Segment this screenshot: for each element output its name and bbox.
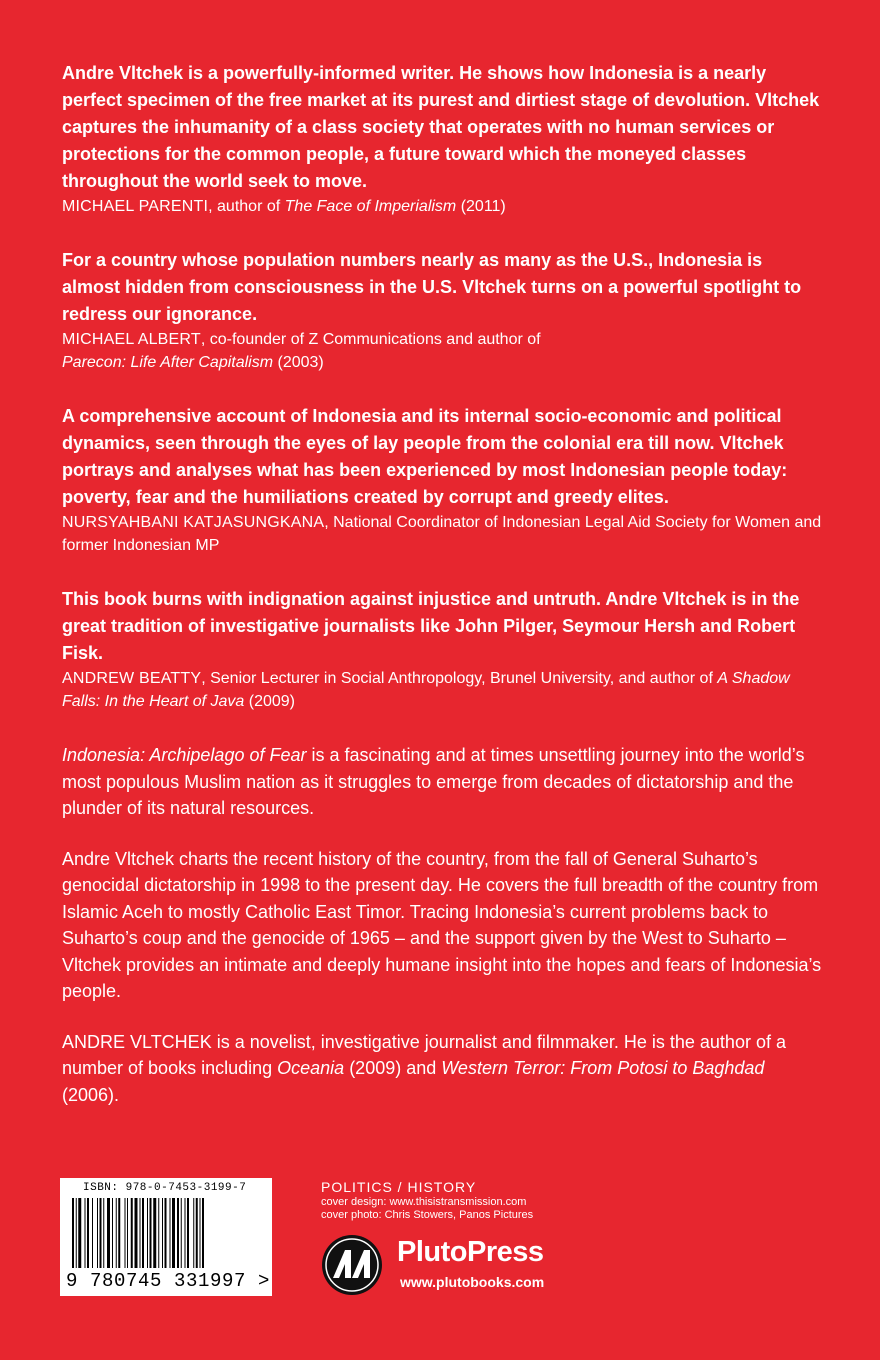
reviewer-book-year: (2011) (456, 198, 506, 215)
reviewer-role: , Senior Lecturer in Social Anthropology, Brunel University, and author of (201, 670, 718, 687)
cover-photo-credit: cover photo: Chris Stowers, Panos Pictures (321, 1209, 534, 1221)
description-history: Andre Vltchek charts the recent history of the country, from the fall of General Suharto’s genocidal dictatorship in 1998 to the present day. He covers the full breadth of the country from Islamic Aceh to mostly Catholic East Timor. Tracing Indonesia’s current problems back to Suharto’s coup and the genocide of 1965 – and the support given by the West to Suharto – Vltchek provides an intimate and deeply humane insight into the hopes and fears of Indonesia’s people. (62, 848, 822, 1001)
barcode-bar (142, 1198, 144, 1268)
isbn-label: ISBN: 978-0-7453-3199-7 (83, 1182, 247, 1194)
barcode-bar (140, 1198, 141, 1268)
publisher-meta (321, 1178, 621, 1222)
blurb-attribution (62, 195, 822, 218)
barcode-bar (118, 1198, 120, 1268)
reviewer-book: A Shadow Falls: In the Heart of Java (62, 670, 790, 710)
reviewer-role: , author of (208, 198, 285, 215)
barcode-bar (172, 1198, 175, 1268)
blurb-attribution (62, 328, 822, 374)
barcode-bar (187, 1198, 189, 1268)
author-bio-tail: (2006). (62, 1084, 120, 1105)
blurb-quote: For a country whose population numbers nearly as many as the U.S., Indonesia is almost hidden from consciousness in the U.S. Vltchek turns on a powerful spotlight to redress our ignorance. (62, 250, 802, 324)
barcode-bar (158, 1198, 159, 1268)
barcode-bar (100, 1198, 102, 1268)
blurb-parenti (62, 60, 822, 218)
reviewer-book-year: (2003) (273, 354, 324, 371)
author-bio-lead: ANDRE VLTCHEK is a novelist, investigative journalist and filmmaker. He is the author of a number of books including (62, 1031, 786, 1078)
barcode-bar (85, 1198, 86, 1268)
publisher-website: www.plutobooks.com (400, 1274, 545, 1290)
blurb-albert (62, 247, 822, 374)
reviewer-name: MICHAEL PARENTI (62, 198, 209, 215)
pluto-press-logo-icon (321, 1234, 383, 1296)
description-intro-text: is a fascinating and at times unsettling journey into the world’s most populous Muslim nation as it struggles to emerge from decades of dictatorship and the plunder of its natural resources. (62, 745, 805, 818)
barcode-bar (135, 1198, 138, 1268)
barcode-bar (107, 1198, 110, 1268)
reviewer-name: ANDREW BEATTY (62, 670, 202, 687)
subject-category: POLITICS / HISTORY (321, 1179, 477, 1195)
blurb-beatty (62, 586, 822, 713)
blurb-quote: A comprehensive account of Indonesia and its internal socio-economic and political dynamics, seen through the eyes of lay people from the colonial era till now. Vltchek portrays and analyses what has been experienced by most Indonesian people today: poverty, fear and the humiliations created by corrupt and greedy elites. (62, 406, 788, 507)
blurb-katjasungkana (62, 403, 822, 557)
barcode-bar (103, 1198, 104, 1268)
reviewer-name: NURSYAHBANI KATJASUNGKANA (62, 514, 325, 531)
cover-design-credit: cover design: www.thisistransmission.com (321, 1196, 527, 1208)
barcode-bar (193, 1198, 194, 1268)
barcode-bar (125, 1198, 126, 1268)
reviewer-book: The Face of Imperialism (284, 198, 457, 215)
barcode-bar (127, 1198, 128, 1268)
isbn-barcode (60, 1178, 272, 1296)
publisher-brand: PlutoPress (397, 1236, 544, 1268)
back-cover-text (62, 60, 822, 1132)
barcode-bar (170, 1198, 171, 1268)
reviewer-role: , National Coordinator of Indonesian Legal Aid Society for Women and former Indonesian MP (62, 514, 822, 554)
barcode-bar (181, 1198, 182, 1268)
barcode-bar (78, 1198, 81, 1268)
author-book-2: Western Terror: From Potosi to Baghdad (441, 1058, 765, 1078)
author-bio (62, 1029, 822, 1109)
barcode-bar (150, 1198, 152, 1268)
barcode-bar (196, 1198, 198, 1268)
barcode-bar (112, 1198, 113, 1268)
barcode-bar (87, 1198, 89, 1268)
reviewer-book: Parecon: Life After Capitalism (62, 354, 274, 371)
barcode-bar (162, 1198, 163, 1268)
barcode-bar (177, 1198, 179, 1268)
blurb-attribution (62, 667, 822, 713)
description-intro (62, 742, 822, 822)
barcode-bar (116, 1198, 117, 1268)
barcode-bar (147, 1198, 148, 1268)
book-title: Indonesia: Archipelago of Fear (62, 745, 307, 765)
barcode-bars (72, 1198, 260, 1268)
reviewer-name: MICHAEL ALBERT (62, 331, 201, 348)
publisher-logo (321, 1234, 581, 1296)
blurb-quote: This book burns with indignation against injustice and untruth. Andre Vltchek is in the great tradition of investigative journalists like John Pilger, Seymour Hersh and Robert Fisk. (62, 589, 800, 663)
reviewer-role: , co-founder of Z Communications and author of (200, 331, 541, 348)
barcode-bar (97, 1198, 98, 1268)
barcode-bar (92, 1198, 93, 1268)
barcode-bar (76, 1198, 77, 1268)
blurb-quote: Andre Vltchek is a powerfully-informed writer. He shows how Indonesia is a nearly perfect specimen of the free market at its purest and dirtiest stage of devolution. Vltchek captures the inhumanity of a class society that operates with no human services or protections for the common people, a future toward which the moneyed classes throughout the world seek to move. (62, 63, 820, 191)
barcode-bar (72, 1198, 74, 1268)
isbn-digits: 9 780745 331997 > (66, 1270, 271, 1292)
barcode-bar (200, 1198, 201, 1268)
author-book-1: Oceania (277, 1058, 345, 1078)
barcode-bar (131, 1198, 133, 1268)
barcode-bar (165, 1198, 167, 1268)
barcode-bar (185, 1198, 186, 1268)
author-bio-mid: (2009) and (344, 1058, 442, 1078)
barcode-bar (153, 1198, 156, 1268)
barcode-bar (202, 1198, 204, 1268)
blurb-attribution (62, 511, 822, 557)
reviewer-book-year: (2009) (244, 693, 296, 710)
